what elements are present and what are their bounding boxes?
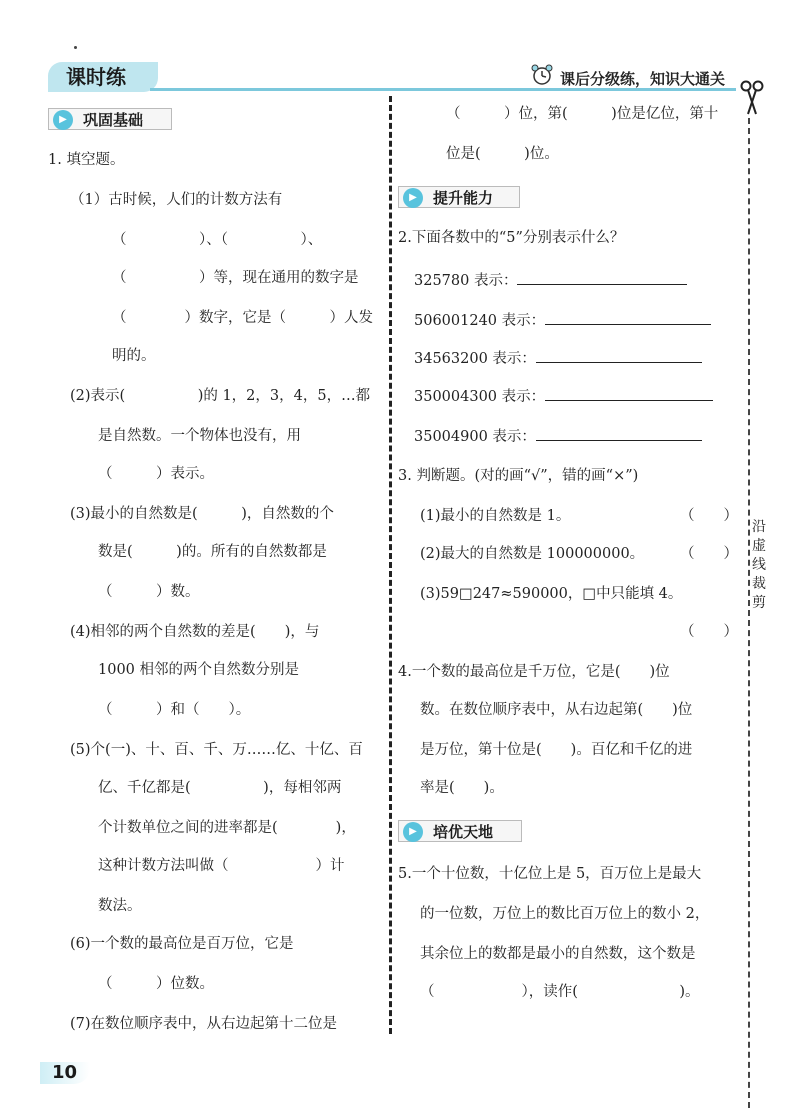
header-slogan: 课后分级练，知识大通关	[560, 70, 726, 88]
q1-7-line3: 位是( )位。	[446, 146, 559, 162]
section-label: 提升能力	[433, 189, 494, 207]
q4-line4: 率是( )。	[420, 780, 504, 796]
q1-5-line2: 亿、千亿都是( )，每相邻两	[98, 780, 342, 796]
q1-7-line1: (7)在数位顺序表中，从右边起第十二位是	[70, 1016, 338, 1032]
question-2: 2.下面各数中的“5”分别表示什么？	[398, 230, 625, 246]
section-label: 巩固基础	[83, 111, 144, 129]
q4-line2: 数。在数位顺序表中，从右边起第( )位	[420, 702, 693, 718]
q1-4-line1: (4)相邻的两个自然数的差是( )，与	[70, 624, 320, 640]
play-icon: ▶	[403, 188, 423, 208]
q3-item-2: (2)最大的自然数是 100000000。	[420, 546, 645, 562]
play-icon: ▶	[403, 822, 423, 842]
q4-line3: 是万位，第十位是( )。百亿和千亿的进	[420, 742, 693, 758]
cut-line	[748, 118, 750, 1108]
q1-7-line2: （ ）位，第( )位是亿位，第十	[446, 106, 719, 122]
q1-1-line2: （ ）、（ ）、	[112, 232, 323, 248]
q1-1-line5: 明的。	[112, 348, 156, 364]
q5-line3: 其余位上的数都是最小的自然数，这个数是	[420, 946, 696, 962]
clock-icon	[530, 64, 554, 86]
q1-3-line2: 数是( )的。所有的自然数都是	[98, 544, 327, 560]
q1-5-line4: 这种计数方法叫做（ ）计	[98, 858, 345, 874]
column-divider	[389, 96, 392, 1034]
section-tag-basic	[48, 108, 172, 130]
q3-item-3: (3)59□247≈590000，□中只能填 4。	[420, 586, 683, 602]
q1-5-line3: 个计数单位之间的进率都是( )，	[98, 820, 356, 836]
q1-4-line2: 1000 相邻的两个自然数分别是	[98, 662, 300, 678]
q1-6-line1: (6)一个数的最高位是百万位，它是	[70, 936, 294, 952]
page-number: 10	[40, 1062, 90, 1084]
q2-item-4: 350004300 表示：	[414, 386, 713, 407]
q1-1-line3: （ ）等，现在通用的数字是	[112, 270, 359, 286]
q4-line1: 4.一个数的最高位是千万位，它是( )位	[398, 664, 670, 680]
q1-5-line1: (5)个(一)、十、百、千、万……亿、十亿、百	[70, 742, 363, 758]
question-1: 1. 填空题。	[48, 152, 125, 168]
q3-answer-2[interactable]: （ ）	[680, 546, 738, 562]
q1-6-line2: （ ）位数。	[98, 976, 214, 992]
q1-3-line1: (3)最小的自然数是( )，自然数的个	[70, 506, 334, 522]
section-tag-advanced	[398, 820, 522, 842]
q5-line1: 5.一个十位数，十亿位上是 5，百万位上是最大	[398, 866, 702, 882]
q3-answer-1[interactable]: （ ）	[680, 508, 738, 524]
q5-line2: 的一位数，万位上的数比百万位上的数小 2，	[420, 906, 710, 922]
q2-item-1: 325780 表示：	[414, 270, 687, 291]
q3-answer-3[interactable]: （ ）	[680, 624, 738, 640]
q1-3-line3: （ ）数。	[98, 584, 200, 600]
page-title: 课时练	[48, 62, 158, 92]
q5-line4: （ ），读作( )。	[420, 984, 700, 1000]
q2-item-2: 506001240 表示：	[414, 310, 711, 331]
play-icon: ▶	[53, 110, 73, 130]
scissors-icon	[740, 80, 764, 116]
q1-4-line3: （ ）和（ ）。	[98, 702, 251, 718]
q3-item-1: (1)最小的自然数是 1。	[420, 508, 571, 524]
q2-item-3: 34563200 表示：	[414, 348, 702, 369]
section-label: 培优天地	[433, 823, 494, 841]
q1-2-line1: (2)表示( )的 1，2，3，4，5，…都	[70, 388, 371, 404]
section-tag-improve	[398, 186, 520, 208]
cut-instruction: 沿虚线裁剪	[752, 519, 766, 611]
dot-mark	[74, 46, 77, 49]
q1-1-line1: （1）古时候，人们的计数方法有	[70, 192, 283, 208]
q1-2-line3: （ ）表示。	[98, 466, 214, 482]
q2-item-5: 35004900 表示：	[414, 426, 702, 447]
q1-5-line5: 数法。	[98, 898, 142, 914]
q1-2-line2: 是自然数。一个物体也没有，用	[98, 428, 301, 444]
question-3: 3. 判断题。(对的画“√”，错的画“×”)	[398, 468, 639, 484]
q1-1-line4: （ ）数字，它是（ ）人发	[112, 310, 373, 326]
